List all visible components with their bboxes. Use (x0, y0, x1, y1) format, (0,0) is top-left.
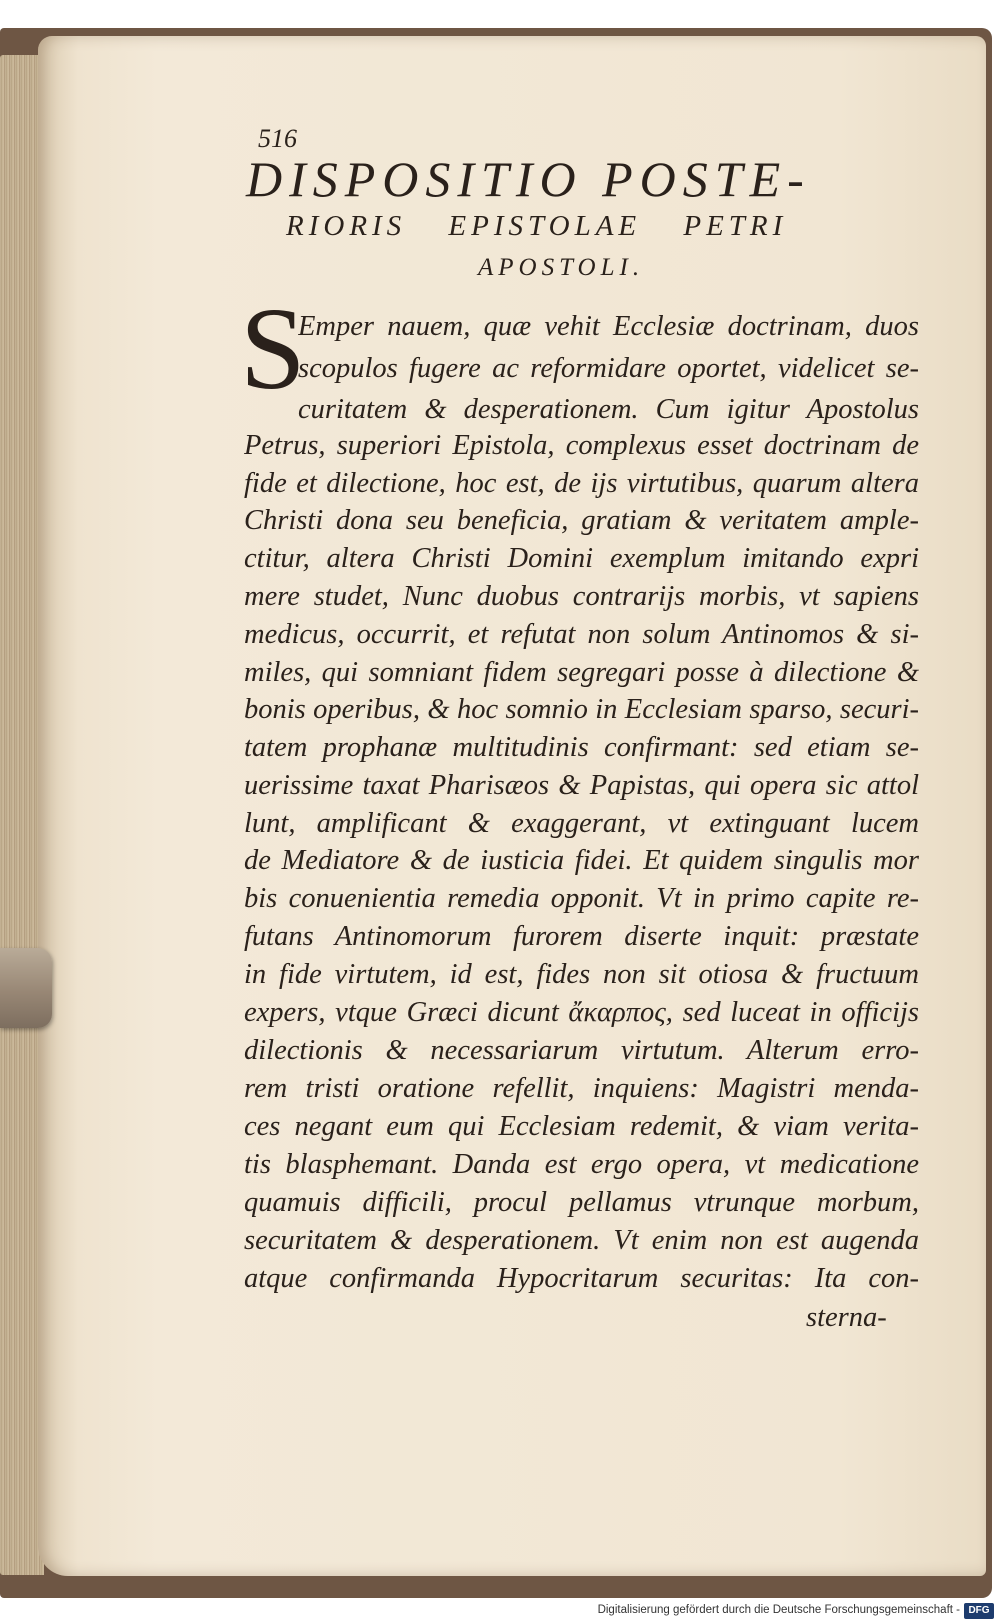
body-line: mere studet, Nunc duobus contrarijs morbis, vt sapiens (244, 581, 919, 612)
drop-cap: S (240, 283, 306, 414)
body-line: Christi dona seu beneficia, gratiam & veritatem ample- (244, 505, 919, 536)
body-line: expers, vtque Græci dicunt ἄκαρπος, sed luceat in officijs (244, 997, 919, 1028)
body-line: in fide virtutem, id est, fides non sit otiosa & fructuum (244, 959, 919, 990)
body-line: Petrus, superiori Epistola, complexus esset doctrinam de (244, 430, 919, 461)
body-line: quamuis difficili, procul pellamus vtrunque morbum, (244, 1187, 919, 1218)
funding-notice: Digitalisierung gefördert durch die Deutsche Forschungsgemeinschaft - (597, 1604, 960, 1616)
body-line: securitatem & desperationem. Vt enim non est augenda (244, 1225, 919, 1256)
body-line: futans Antinomorum furorem diserte inquit: præstate (244, 921, 919, 952)
body-line: rem tristi oratione refellit, inquiens: Magistri menda- (244, 1073, 919, 1104)
body-line: ctitur, altera Christi Domini exemplum imitando expri (244, 543, 919, 574)
body-line: de Mediatore & de iusticia fidei. Et quidem singulis mor (244, 845, 919, 876)
body-line: medicus, occurrit, et refutat non solum Antinomos & si- (244, 619, 919, 650)
body-line: tatem prophanæ multitudinis confirmant: sed etiam se- (244, 732, 919, 763)
body-line: dilectionis & necessariarum virtutum. Alterum erro- (244, 1035, 919, 1066)
body-line: bonis operibus, & hoc somnio in Ecclesiam sparso, securi- (244, 694, 919, 725)
catchword: sterna- (806, 1302, 887, 1333)
body-line: bis conuenientia remedia opponit. Vt in primo capite re- (244, 883, 919, 914)
body-line: atque confirmanda Hypocritarum securitas: Ita con- (244, 1263, 919, 1294)
body-line: scopulos fugere ac reformidare oportet, videlicet se- (298, 353, 919, 384)
body-line: Emper nauem, quæ vehit Ecclesiæ doctrinam, duos (298, 311, 919, 342)
body-line: lunt, amplificant & exaggerant, vt extinguant lucem (244, 808, 919, 839)
body-line: miles, qui somniant fidem segregari posse à dilectione & (244, 657, 919, 688)
title-line-3: APOSTOLI. (478, 254, 645, 281)
page-number: 516 (258, 124, 297, 153)
body-line: tis blasphemant. Danda est ergo opera, vt medicatione (244, 1149, 919, 1180)
body-line: uerissime taxat Pharisæos & Papistas, qui opera sic attol (244, 770, 919, 801)
title-line-2: RIORIS EPISTOLAE PETRI (286, 210, 788, 242)
body-line: ces negant eum qui Ecclesiam redemit, & viam verita- (244, 1111, 919, 1142)
body-line: fide et dilectione, hoc est, de ijs virtutibus, quarum altera (244, 468, 919, 499)
title-line-1: DISPOSITIO POSTE- (246, 151, 811, 207)
body-line: curitatem & desperationem. Cum igitur Apostolus (298, 394, 919, 425)
dfg-logo: DFG (964, 1603, 994, 1619)
